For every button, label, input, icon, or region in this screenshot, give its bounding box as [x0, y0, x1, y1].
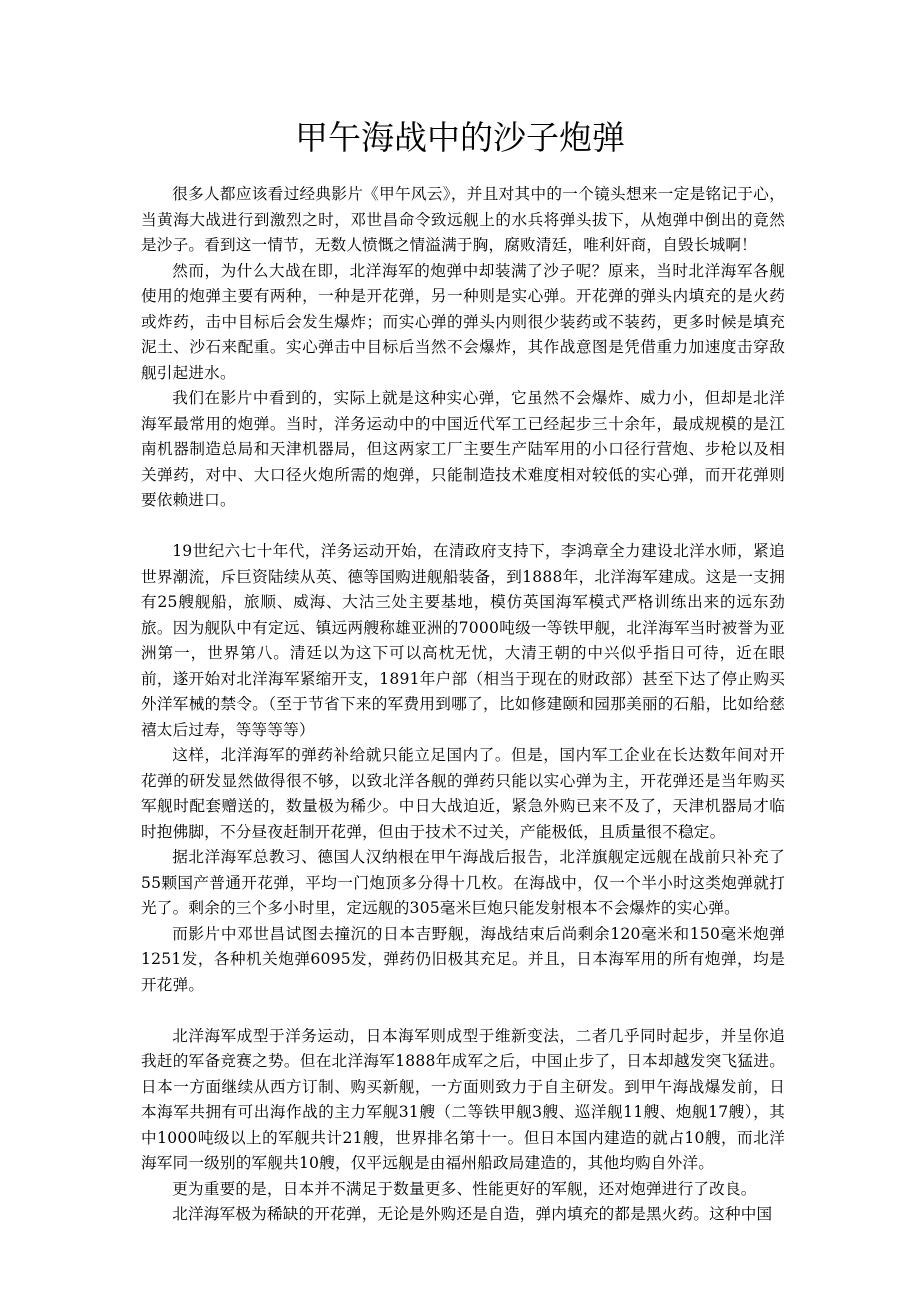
paragraph-spacer: [141, 998, 785, 1024]
document-body: [141, 182, 785, 1228]
paragraph: 我们在影片中看到的，实际上就是这种实心弹，它虽然不会爆炸、威力小，但却是北洋海军最常用的炮弹。当时，洋务运动中的中国近代军工已经起步三十余年，最成规模的是江南机器制造总局和天津机器局，但这两家工厂主要生产陆军用的小口径行营炮、步枪以及相关弹药，对中、大口径火炮所需的炮弹，只能制造技术难度相对较低的实心弹，而开花弹则要依赖进口。: [141, 389, 785, 509]
paragraph: 北洋海军极为稀缺的开花弹，无论是外购还是自造，弹内填充的都是黑火药。这种中国: [172, 1205, 773, 1223]
paragraph: 更为重要的是，日本并不满足于数量更多、性能更好的军舰，还对炮弹进行了改良。: [172, 1179, 757, 1198]
paragraph: 据北洋海军总教习、德国人汉纳根在甲午海战后报告，北洋旗舰定远舰在战前只补充了55颗国产普通开花弹，平均一门炮顶多分得十几枚。在海战中，仅一个半小时这类炮弹就打光了。剩余的三个多小时里，定远舰的305毫米巨炮只能发射根本不会爆炸的实心弹。: [141, 848, 785, 917]
paragraph: 而影片中邓世昌试图去撞沉的日本吉野舰，海战结束后尚剩余120毫米和150毫米炮弹1251发，各种机关炮弹6095发，弹药仍旧极其充足。并且，日本海军用的所有炮弹，均是开花弹。: [141, 924, 785, 994]
paragraph: 然而，为什么大战在即，北洋海军的炮弹中却装满了沙子呢？原来，当时北洋海军各舰使用的炮弹主要有两种，一种是开花弹，另一种则是实心弹。开花弹的弹头内填充的是火药或炸药，击中目标后会发生爆炸；而实心弹的弹头内则很少装药或不装药，更多时候是填充泥土、沙石来配重。实心弹击中目标后当然不会爆炸，其作战意图是凭借重力加速度击穿敌舰引起进水。: [141, 261, 785, 382]
paragraph: 这样，北洋海军的弹药补给就只能立足国内了。但是，国内军工企业在长达数年间对开花弹的研发显然做得很不够，以致北洋各舰的弹药只能以实心弹为主，开花弹还是当年购买军舰时配套赠送的，数量极为稀少。中日大战迫近，紧急外购已来不及了，天津机器局才临时抱佛脚，不分昼夜赶制开花弹，但由于技术不过关，产能极低，且质量很不稳定。: [141, 746, 785, 841]
document-title: 甲午海战中的沙子炮弹: [295, 118, 625, 157]
paragraph: 很多人都应该看过经典影片《甲午风云》，并且对其中的一个镜头想来一定是铭记于心，当黄海大战进行到激烈之时，邓世昌命令致远舰上的水兵将弹头拔下，从炮弹中倒出的竟然是沙子。看到这一情节，无数人愤慨之情溢满于胸，腐败清廷，唯利奸商，自毁长城啊！: [141, 185, 785, 254]
paragraph-spacer: [141, 514, 785, 540]
paragraph: 北洋海军成型于洋务运动，日本海军则成型于维新变法，二者几乎同时起步，并呈你追我赶的军备竞赛之势。但在北洋海军1888年成军之后，中国止步了，日本却越发突飞猛进。日本一方面继续从西方订制、购买新舰，一方面则致力于自主研发。到甲午海战爆发前，日本海军共拥有可出海作战的主力军舰31艘（二等铁甲舰3艘、巡洋舰11艘、炮舰17艘），其中1000吨级以上的军舰共计21艘，世界排名第十一。但日本国内建造的就占10艘，而北洋海军同一级别的军舰共10艘，仅平远舰是由福州船政局建造的，其他均购自外洋。: [141, 1026, 785, 1172]
paragraph: 19世纪六七十年代，洋务运动开始，在清政府支持下，李鸿章全力建设北洋水师，紧追世界潮流，斥巨资陆续从英、德等国购进舰船装备，到1888年，北洋海军建成。这是一支拥有25艘舰船，旅顺、威海、大沽三处主要基地，模仿英国海军模式严格训练出来的远东劲旅。因为舰队中有定远、镇远两艘称雄亚洲的7000吨级一等铁甲舰，北洋海军当时被誉为亚洲第一，世界第八。清廷以为这下可以高枕无忧，大清王朝的中兴似乎指日可待，近在眼前，遂开始对北洋海军紧缩开支，1891年户部（相当于现在的财政部）甚至下达了停止购买外洋军械的禁令。（至于节省下来的军费用到哪了，比如修建颐和园那美丽的石船，比如给慈禧太后过寿，等等等等）: [141, 542, 785, 739]
